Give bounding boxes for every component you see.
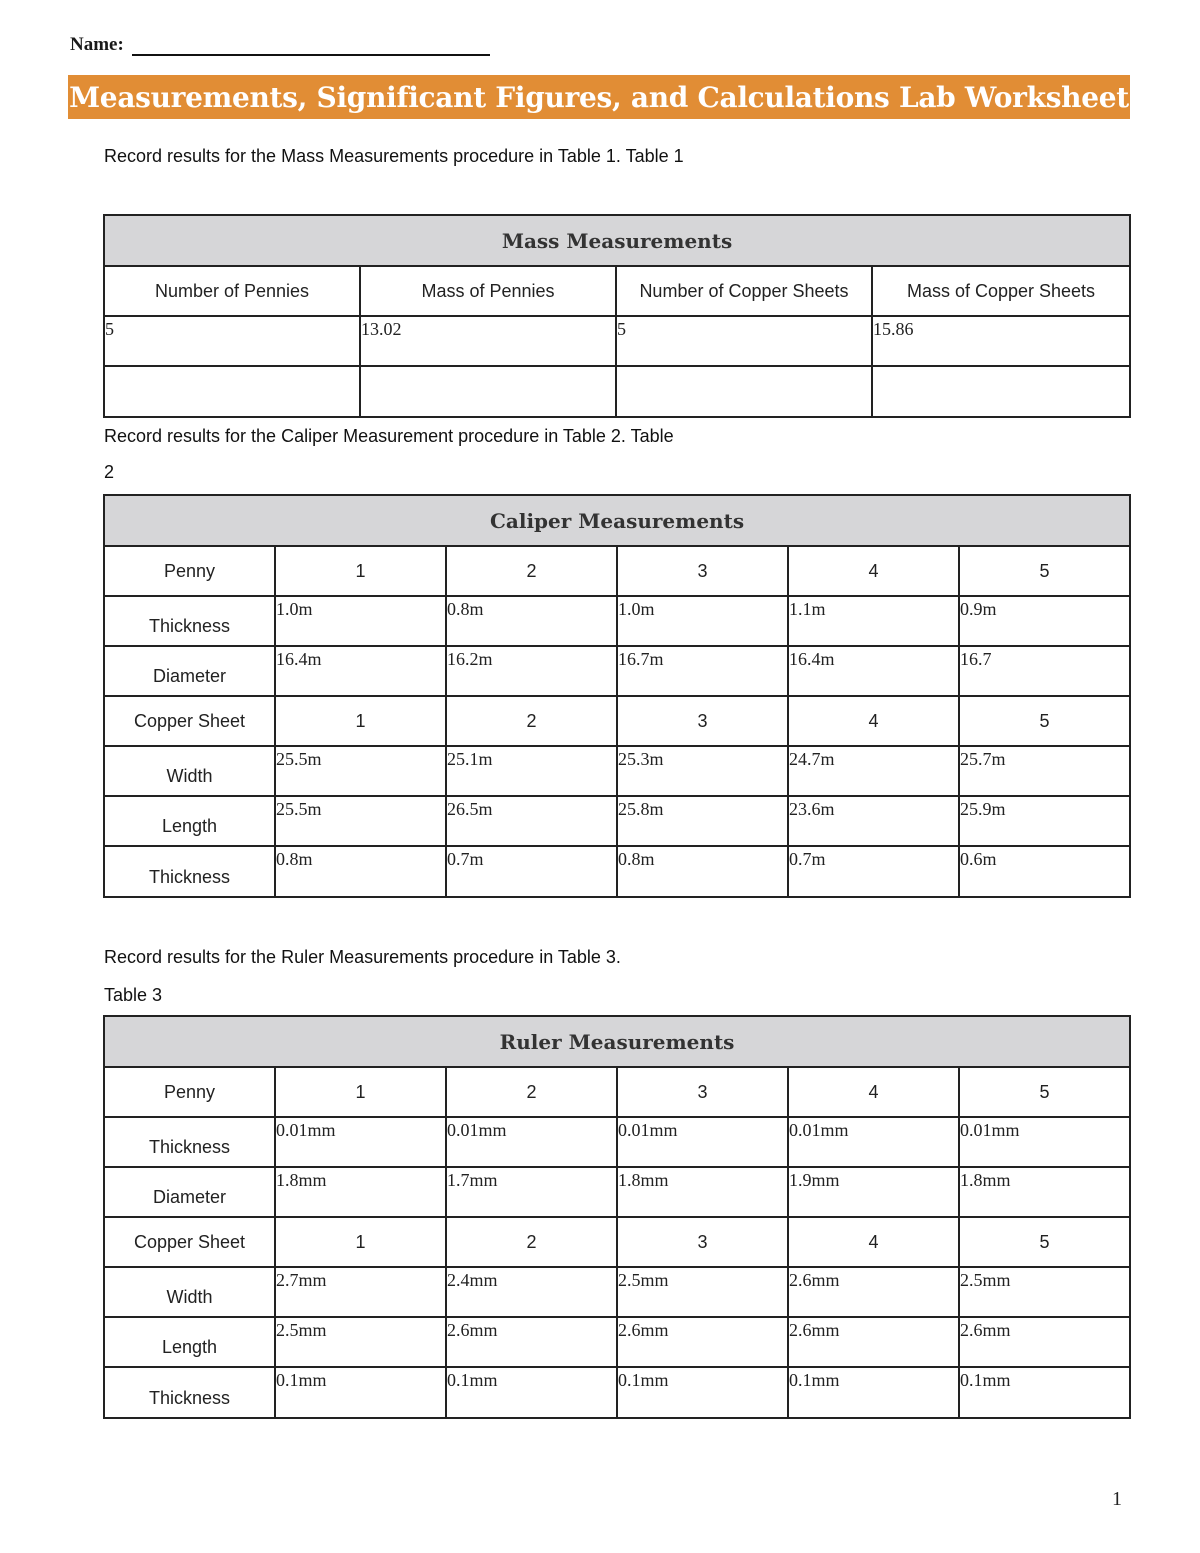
table1-cell[interactable]: 5	[616, 316, 872, 366]
column-number: 3	[617, 1067, 788, 1117]
measurement-cell[interactable]: 0.8m	[617, 846, 788, 897]
measurement-cell[interactable]: 25.5m	[275, 746, 446, 796]
row-label: Diameter	[104, 646, 275, 696]
row-label: Thickness	[104, 596, 275, 646]
table1-header: Mass of Pennies	[360, 266, 616, 316]
table3-intro-cont: Table 3	[104, 985, 163, 1005]
column-number: 2	[446, 1067, 617, 1117]
row-label: Thickness	[104, 1367, 275, 1418]
row-label: Width	[104, 1267, 275, 1317]
measurement-cell[interactable]: 0.7m	[788, 846, 959, 897]
row-label: Thickness	[104, 846, 275, 897]
table1-intro: Record results for the Mass Measurements procedure in Table 1. Table 1	[104, 146, 684, 166]
table-row	[104, 596, 1130, 646]
measurement-cell[interactable]: 1.8mm	[275, 1167, 446, 1217]
table-row	[104, 796, 1130, 846]
table3-title: Ruler Measurements	[104, 1016, 1130, 1067]
measurement-cell[interactable]: 0.1mm	[617, 1367, 788, 1418]
table-row	[104, 316, 1130, 366]
measurement-cell[interactable]: 1.8mm	[617, 1167, 788, 1217]
measurement-cell[interactable]: 0.7m	[446, 846, 617, 897]
table-row	[104, 746, 1130, 796]
worksheet-title: Measurements, Significant Figures, and Calculations Lab Worksheet	[68, 75, 1130, 119]
measurement-cell[interactable]: 1.0m	[617, 596, 788, 646]
page-number: 1	[1112, 1488, 1122, 1510]
measurement-cell[interactable]: 0.01mm	[788, 1117, 959, 1167]
measurement-cell[interactable]: 1.1m	[788, 596, 959, 646]
measurement-cell[interactable]: 2.7mm	[275, 1267, 446, 1317]
row-label: Length	[104, 1317, 275, 1367]
table-row	[104, 1267, 1130, 1317]
measurement-cell[interactable]: 0.01mm	[959, 1117, 1130, 1167]
column-number: 2	[446, 1217, 617, 1267]
column-number: 5	[959, 696, 1130, 746]
measurement-cell[interactable]: 2.6mm	[959, 1317, 1130, 1367]
name-row	[70, 30, 490, 56]
table1-header: Number of Pennies	[104, 266, 360, 316]
table-row	[104, 1367, 1130, 1418]
measurement-cell[interactable]: 2.5mm	[275, 1317, 446, 1367]
table-row	[104, 1317, 1130, 1367]
measurement-cell[interactable]: 1.0m	[275, 596, 446, 646]
column-number: 1	[275, 696, 446, 746]
measurement-cell[interactable]: 25.7m	[959, 746, 1130, 796]
column-number: 3	[617, 696, 788, 746]
table1-cell[interactable]	[872, 366, 1130, 417]
column-number: 3	[617, 1217, 788, 1267]
row-label: Thickness	[104, 1117, 275, 1167]
table2-title: Caliper Measurements	[104, 495, 1130, 546]
column-number: 1	[275, 1217, 446, 1267]
table1-header: Number of Copper Sheets	[616, 266, 872, 316]
measurement-cell[interactable]: 2.6mm	[788, 1317, 959, 1367]
measurement-cell[interactable]: 23.6m	[788, 796, 959, 846]
measurement-cell[interactable]: 1.9mm	[788, 1167, 959, 1217]
measurement-cell[interactable]: 16.7m	[617, 646, 788, 696]
measurement-cell[interactable]: 1.7mm	[446, 1167, 617, 1217]
measurement-cell[interactable]: 0.8m	[275, 846, 446, 897]
table-row	[104, 846, 1130, 897]
column-number: 5	[959, 546, 1130, 596]
measurement-cell[interactable]: 0.1mm	[788, 1367, 959, 1418]
copper-sheet-label: Copper Sheet	[104, 696, 275, 746]
row-label: Diameter	[104, 1167, 275, 1217]
table1-title: Mass Measurements	[104, 215, 1130, 266]
measurement-cell[interactable]: 24.7m	[788, 746, 959, 796]
measurement-cell[interactable]: 2.5mm	[617, 1267, 788, 1317]
row-label: Length	[104, 796, 275, 846]
measurement-cell[interactable]: 25.3m	[617, 746, 788, 796]
measurement-cell[interactable]: 0.8m	[446, 596, 617, 646]
row-label: Width	[104, 746, 275, 796]
column-number: 4	[788, 1067, 959, 1117]
measurement-cell[interactable]: 0.6m	[959, 846, 1130, 897]
column-number: 3	[617, 546, 788, 596]
measurement-cell[interactable]: 2.5mm	[959, 1267, 1130, 1317]
mass-measurements-table	[103, 214, 1131, 418]
measurement-cell[interactable]: 26.5m	[446, 796, 617, 846]
measurement-cell[interactable]: 2.6mm	[617, 1317, 788, 1367]
column-number: 2	[446, 696, 617, 746]
measurement-cell[interactable]: 16.4m	[788, 646, 959, 696]
measurement-cell[interactable]: 25.1m	[446, 746, 617, 796]
measurement-cell[interactable]: 2.4mm	[446, 1267, 617, 1317]
table1-cell[interactable]: 5	[104, 316, 360, 366]
table-row	[104, 366, 1130, 417]
ruler-measurements-table	[103, 1015, 1131, 1419]
measurement-cell[interactable]: 25.8m	[617, 796, 788, 846]
measurement-cell[interactable]: 1.8mm	[959, 1167, 1130, 1217]
column-number: 1	[275, 546, 446, 596]
measurement-cell[interactable]: 25.5m	[275, 796, 446, 846]
measurement-cell[interactable]: 25.9m	[959, 796, 1130, 846]
column-number: 4	[788, 696, 959, 746]
column-number: 5	[959, 1067, 1130, 1117]
name-label: Name:	[70, 34, 124, 55]
measurement-cell[interactable]: 0.1mm	[959, 1367, 1130, 1418]
column-number: 2	[446, 546, 617, 596]
name-field[interactable]	[132, 34, 490, 56]
table3-intro: Record results for the Ruler Measurements procedure in Table 3.	[104, 947, 621, 967]
measurement-cell[interactable]: 0.01mm	[617, 1117, 788, 1167]
measurement-cell[interactable]: 0.1mm	[446, 1367, 617, 1418]
table1-cell[interactable]	[616, 366, 872, 417]
column-number: 1	[275, 1067, 446, 1117]
table1-cell[interactable]	[360, 366, 616, 417]
measurement-cell[interactable]: 0.01mm	[446, 1117, 617, 1167]
table1-cell[interactable]: 13.02	[360, 316, 616, 366]
measurement-cell[interactable]: 0.1mm	[275, 1367, 446, 1418]
penny-label: Penny	[104, 546, 275, 596]
table-row	[104, 1167, 1130, 1217]
table2-intro: Record results for the Caliper Measurement procedure in Table 2. Table	[104, 426, 674, 446]
column-number: 5	[959, 1217, 1130, 1267]
column-number: 4	[788, 1217, 959, 1267]
table1-cell[interactable]	[104, 366, 360, 417]
table-row	[104, 1117, 1130, 1167]
caliper-measurements-table	[103, 494, 1131, 898]
measurement-cell[interactable]: 16.2m	[446, 646, 617, 696]
column-number: 4	[788, 546, 959, 596]
measurement-cell[interactable]: 2.6mm	[446, 1317, 617, 1367]
measurement-cell[interactable]: 16.7	[959, 646, 1130, 696]
measurement-cell[interactable]: 16.4m	[275, 646, 446, 696]
copper-sheet-label: Copper Sheet	[104, 1217, 275, 1267]
measurement-cell[interactable]: 0.01mm	[275, 1117, 446, 1167]
table-row	[104, 646, 1130, 696]
measurement-cell[interactable]: 0.9m	[959, 596, 1130, 646]
measurement-cell[interactable]: 2.6mm	[788, 1267, 959, 1317]
table1-cell[interactable]: 15.86	[872, 316, 1130, 366]
table2-intro-cont: 2	[104, 462, 115, 482]
penny-label: Penny	[104, 1067, 275, 1117]
table1-header: Mass of Copper Sheets	[872, 266, 1130, 316]
